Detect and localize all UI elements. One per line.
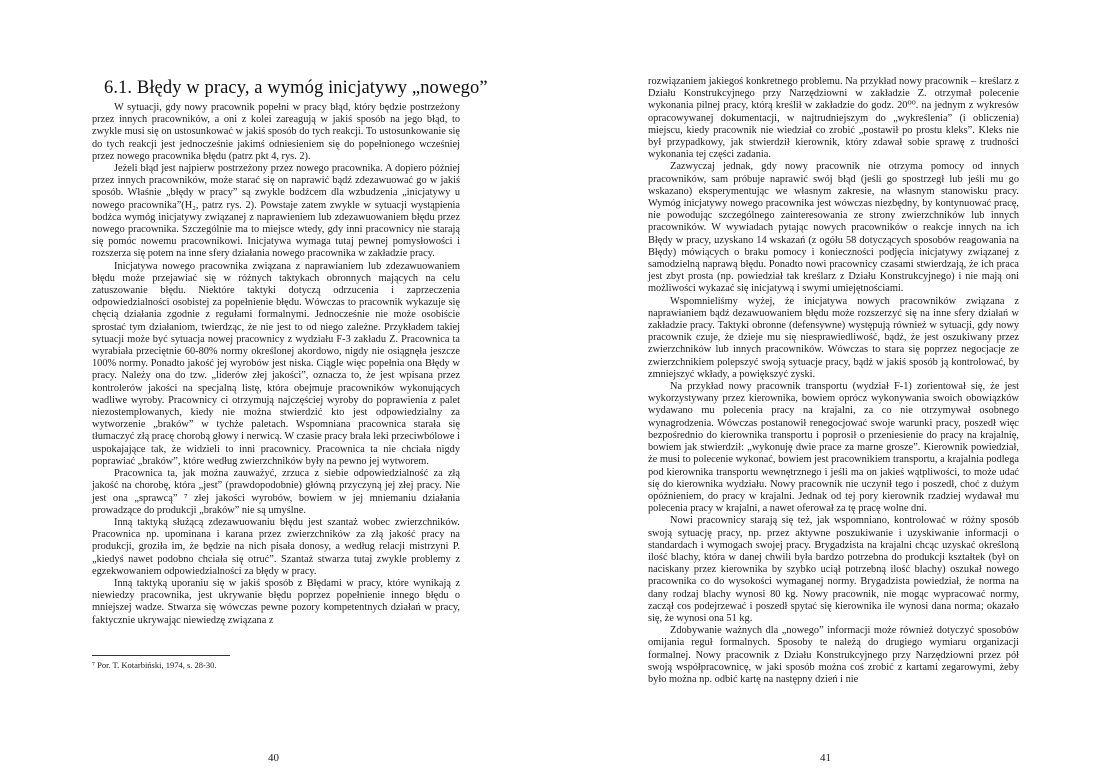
- right-page: [550, 0, 1100, 778]
- paragraph: Zdobywanie ważnych dla „nowego” informacji może również dotyczyć sposobów omijania reguł formalnych. Sposoby te należą do drugiego wymiaru organizacji formalnej. Nowy pracownik z Działu Konstrukcyjnego przy Narzędziowni przez pół swoją współpracownicę, w jaki sposób można coś zrobić z kartami zegarowymi, żeby było można np. odbić kartę na następny dzień i nie: [648, 625, 1019, 685]
- paragraph: Inicjatywa nowego pracownika związana z naprawianiem lub zdezawuowaniem błędu może przejawiać się w różnych taktykach obronnych mających na celu zatuszowanie błędu. Niektóre taktyki dotyczą odrzucenia i zaprzeczenia odpowiedzialności osobistej za popełnienie błędu. Wówczas to pracownik wykazuje się chęcią działania zgodnie z regułami formalnymi. Jednocześnie nie może osobiście sprostać tym działaniom, twierdząc, że nie jest to od niego zależne. Przykładem takiej sytuacji może być sytuacja nowej pracownicy z wydziału F-3 zakładu Z. Pracownica ta wyrabiała przeciętnie 60-80% normy określonej akordowo, nigdy nie osiągnęła jeszcze 100% normy. Ponadto jakość jej wyrobów jest niska. Ciągle więc popełnia ona Błędy w pracy. Należy ona do tzw. „liderów złej jakości”, oznacza to, że jest wpisana przez kontrolerów jakości na specjalną listę, która obejmuje pracowników wykonujących wadliwe wyroby. Pracownicy ci otrzymują najczęściej wyroby do poprawienia z palet niezostemplowanych, kiedy nie można stwierdzić kto jest odpowiedzialny za wytworzenie „braków” w tychże paletach. Wspomniana pracownica starała się tłumaczyć złą pracę chorobą głowy i nerwicą. W czasie pracy brała leki przeciwbólowe i uspokajające tak, że widzieli to inni pracownicy. Pracownica ta nie chciała nigdy poprawiać „braków”, które według zwierzchników były na pewno jej wytworem.: [92, 260, 460, 467]
- right-page-body: [648, 76, 1019, 686]
- paragraph: Inną taktyką uporaniu się w jakiś sposób z Błędami w pracy, które wynikają z niewiedzy pracownika, jest ukrywanie błędu poprzez popełnienie innego błędu o mniejszej wadze. Stwarza się wówczas pewne pozory kompetentnych działań w pracy, faktycznie ukrywając niewiedzę związana z: [92, 577, 460, 626]
- footnote: ⁷ Por. T. Kotarbiński, 1974, s. 28-30.: [92, 660, 217, 670]
- paragraph: Nowi pracownicy starają się też, jak wspomniano, kontrolować w różny sposób swoją sytuację pracy, np. przez aktywne poszukiwanie i uzyskiwanie informacji o standardach i wymogach swojej pracy. Brygadzista na krajalni chcąc uzyskać określoną ilość blachy, która w danej chwili była bardzo potrzebna do produkcji kształtek (był on naciskany przez kierownika by szybko uciął potrzebną ilość blachy) oszukał nowego pracownika co do wysokości wymaganej normy. Brygadzista powiedział, że norma na dany rodzaj blachy wynosi 80 kg. Nowy pracownik, nie mogąc wypracować normy, zaczął cos podejrzewać i poszedł spytać się kierownika ile wynosi dana norma; okazało się, że wynosi ona 51 kg.: [648, 515, 1019, 624]
- paragraph: W sytuacji, gdy nowy pracownik popełni w pracy błąd, który będzie postrzeżony przez innych pracowników, a oni z kolei zareagują w jakiś sposób na jego błąd, to zwykle musi się on ustosunkować w jakiś sposób do tych reakcji. To ustosunkowanie się do tych reakcji jest jednocześnie jakimś odniesieniem się do popełnionego wcześniej przez nowego pracownika błędu (patrz pkt 4, rys. 2).: [92, 102, 460, 162]
- page-number-right: 41: [820, 752, 831, 764]
- paragraph: Jeżeli błąd jest najpierw postrzeżony przez nowego pracownika. A dopiero później przez innych pracowników, może starać się on naprawić bądź zdezawuować go w jakiś sposób. Właśnie „błędy w pracy” są zwykle bodźcem dla wzbudzenia „inicjatywy u nowego pracownika”(H₂, patrz rys. 2). Powstaje zatem zwykle w sytuacji wystąpienia bodźca wymóg inicjatywy związanej z naprawieniem lub zdezawuowaniem błędu przez nowego pracownika. Szczególnie ma to miejsce wtedy, gdy inni pracownicy nie starają się pomóc nowemu pracownikowi. Inicjatywa wymaga tutaj pewnej pomysłowości i rozszerza się potem na inne sfery działania nowego pracownika w zakładzie pracy.: [92, 163, 460, 260]
- left-page-body: [92, 102, 460, 627]
- paragraph: Wspomnieliśmy wyżej, że inicjatywa nowych pracowników związana z naprawianiem bądź dezawuowaniem błędu może rozszerzyć się na inne sfery działań w zakładzie pracy. Taktyki obronne (defensywne) występują również w sytuacji, gdy nowy pracownik czuje, że dzieje mu się niesprawiedliwość, bądź, że jest oszukiwany przez zwierzchników lub innych pracowników. Wówczas to stara się poprzez negocjacje ze zwierzchnikiem polepszyć swoją sytuacje pracy, bądź w jakiś sposób ją kontrolować, by zmniejszyć wkłady, a powiększyć zyski.: [648, 295, 1019, 380]
- paragraph: Inną taktyką służącą zdezawuowaniu błędu jest szantaż wobec zwierzchników. Pracownica np. upominana i karana przez zwierzchników za złą jakość pracy na produkcji, groziła im, że będzie na nich pisała donosy, a według relacji mistrzyni P. „kiedyś nawet podobno chciała się otruć”. Szantaż stwarza tutaj zwykle problemy z egzekwowaniem odpowiedzialności za błędy w pracy.: [92, 516, 460, 577]
- paragraph: rozwiązaniem jakiegoś konkretnego problemu. Na przykład nowy pracownik – kreślarz z Działu Konstrukcyjnego przy Narzędziowni w zakładzie Z. otrzymał polecenie wykonania pilnej pracy, którą kreślił w zakładzie do godz. 20⁰⁰. na jednym z wykresów opracowywanej dokumentacji, w najtrudniejszym do „wykreślenia” (i obliczenia) miejscu, kiedy pracownik nie wiedział co zrobić „postawił po prostu kleks”. Kleks nie był przypadkowy, jak stwierdził kierownik, który zdawał sobie sprawę z trudności wykonania tej części zadania.: [648, 76, 1019, 161]
- section-title: 6.1. Błędy w pracy, a wymóg inicjatywy „nowego”: [104, 78, 488, 98]
- paragraph: Pracownica ta, jak można zauważyć, zrzuca z siebie odpowiedzialność za złą jakość na chorobę, która „jest” (prawdopodobnie) główną przyczyną jej złej pracy. Nie jest ona „sprawcą” ⁷ złej jakości wyrobów, bowiem w jej mniemaniu działania prowadzące do produkcji „braków” nie są umyślne.: [92, 468, 460, 516]
- paragraph: Na przykład nowy pracownik transportu (wydział F-1) zorientował się, że jest wykorzystywany przez kierownika, bowiem oprócz wykonywania swoich obowiązków wydawano mu polecenia pracy na krajalni, za co nie otrzymywał osobnego wynagrodzenia. Wówczas postanowił renegocjować swoje warunki pracy, poszedł więc bezpośrednio do kierownika transportu i poprosił o przeniesienie do pracy na krajalnię, bowiem jak stwierdził: „wykonuję dwie prace za marne grosze”. Kierownik powiedział, że musi to polecenie wykonać, bowiem jest pracownikiem transportu, a krajalnia podlega pod kierownika transportu wewnętrznego i jeśli ma on jakieś wątpliwości, to może udać się do kierownika wydziału. Nowy pracownik nie uczynił tego i poszedł, choć z dużym opóźnieniem, do pracy w krajalni. Jednak od tej pory kierownik rzadziej wydawał mu polecenia pracy w krajalni, a nawet oferował za tę pracę wolne dni.: [648, 381, 1019, 515]
- paragraph: Zazwyczaj jednak, gdy nowy pracownik nie otrzyma pomocy od innych pracowników, sam próbuje naprawić swój błąd (jeśli go spostrzegł lub jeśli mu go wskazano) eksperymentując we własnym zakresie, na własnym stanowisku pracy. Wymóg inicjatywy nowego pracownika jest wówczas niezbędny, by kontynuować pracę, nie powodując szczególnego zainteresowania ze strony zwierzchników lub innych pracowników. W wywiadach pytając nowych pracowników o reakcje innych na ich Błędy w pracy, uzyskano 14 wskazań (z ogółu 58 dotyczących sposobów reagowania na Błędy) mówiących o braku pomocy i konieczności podjęcia inicjatywy związanej z samodzielną naprawą błędu. Ponadto nowi pracownicy czasami stwierdzają, że ich praca jest zbyt prosta (np. powiedział tak kreślarz z Działu Konstrukcyjnego) i nie mają oni możliwości wykazać się inicjatywą i swymi umiejętnościami.: [648, 161, 1019, 295]
- footnote-rule: [92, 655, 230, 656]
- page-number-left: 40: [268, 752, 279, 764]
